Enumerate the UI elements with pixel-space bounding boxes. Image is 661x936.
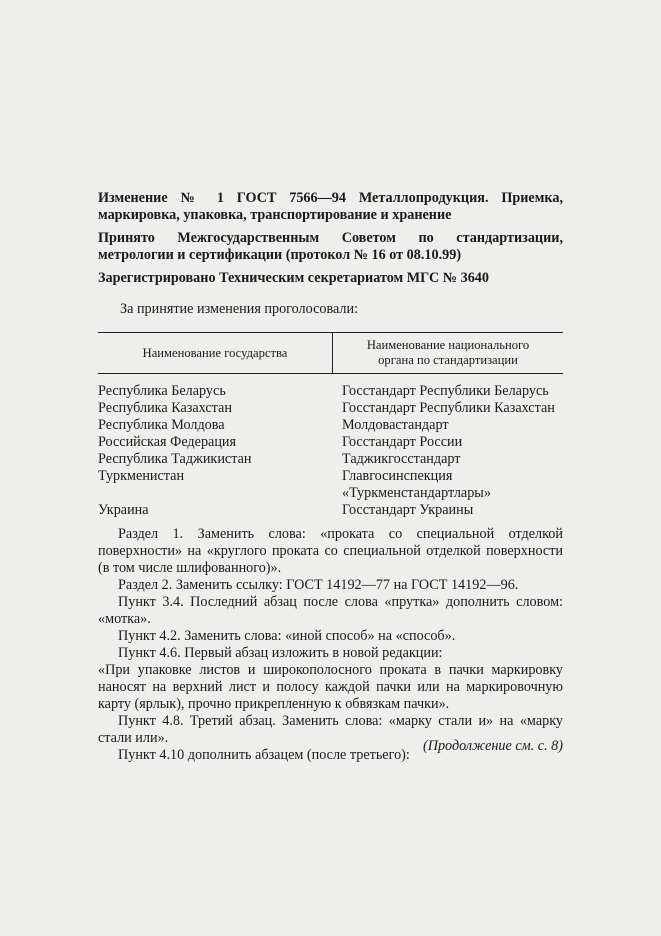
table-row <box>98 502 563 519</box>
organ-cell: Таджикгосстандарт <box>342 451 461 467</box>
header-organ-line2: органа по стандартизации <box>378 353 518 367</box>
quoted-paragraph: «При упаковке листов и широкополосного проката в пачки маркировку наносят на верхний лист и полосу каждой пачки или на маркировочную карту (ярлык), прочно прикрепленную к обвязкам пачки». <box>98 662 563 712</box>
voting-intro: За принятие изменения проголосовали: <box>120 301 359 317</box>
state-cell: Республика Молдова <box>98 417 225 433</box>
table-header <box>98 332 563 374</box>
continuation-note: (Продолжение см. с. 8) <box>422 738 563 754</box>
paragraph: Раздел 2. Заменить ссылку: ГОСТ 14192—77 на ГОСТ 14192—96. <box>118 577 519 593</box>
organ-cell: Молдовастандарт <box>342 417 449 433</box>
header-state: Наименование государства <box>98 333 333 373</box>
paragraph: Пункт 4.10 дополнить абзацем (после третьего): <box>118 747 410 763</box>
table-body <box>98 383 563 519</box>
header-organ <box>333 338 563 368</box>
header-organ-line1: Наименование национального <box>366 338 530 352</box>
state-cell: Российская Федерация <box>98 434 237 450</box>
table-row <box>98 383 563 400</box>
paragraph: Пункт 3.4. Последний абзац после слова «прутка» дополнить словом: «мотка». <box>98 594 563 627</box>
paragraph: Пункт 4.8. Третий абзац. Заменить слова: «марку стали и» на «марку стали или». <box>98 713 563 746</box>
paragraph: Раздел 1. Заменить слова: «проката со специальной отделкой поверхности» на «круглого проката со специальной отделкой поверхности (в том числе шлифованного)». <box>98 526 563 576</box>
voting-table <box>98 332 563 519</box>
paragraph: Пункт 4.2. Заменить слова: «иной способ» на «способ». <box>118 628 456 644</box>
organ-cell: Госстандарт России <box>342 434 463 450</box>
organ-cell: Госстандарт Республики Беларусь <box>342 383 549 399</box>
table-row <box>98 400 563 417</box>
document-body <box>98 190 563 764</box>
state-cell: Республика Беларусь <box>98 383 226 399</box>
state-cell: Туркменистан <box>98 468 185 484</box>
organ-cell: Госстандарт Республики Казахстан <box>342 400 555 416</box>
table-row <box>98 434 563 451</box>
table-row <box>98 468 563 502</box>
amendment-text <box>98 526 563 764</box>
state-cell: Республика Таджикистан <box>98 451 252 467</box>
organ-cell: Главгосинспекция «Туркменстандартлары» <box>342 468 491 501</box>
table-row <box>98 417 563 434</box>
paragraph: Пункт 4.6. Первый абзац изложить в новой редакции: <box>118 645 443 661</box>
registration-note: Зарегистрировано Техническим секретариатом МГС № 3640 <box>98 270 489 286</box>
state-cell: Украина <box>98 502 149 518</box>
table-row <box>98 451 563 468</box>
state-cell: Республика Казахстан <box>98 400 232 416</box>
amendment-title: Изменение № 1 ГОСТ 7566—94 Металлопродукция. Приемка, маркировка, упаковка, транспортирование и хранение <box>98 190 563 223</box>
organ-cell: Госстандарт Украины <box>342 502 474 518</box>
adoption-note: Принято Межгосударственным Советом по стандартизации, метрологии и сертификации (протокол № 16 от 08.10.99) <box>98 230 563 263</box>
